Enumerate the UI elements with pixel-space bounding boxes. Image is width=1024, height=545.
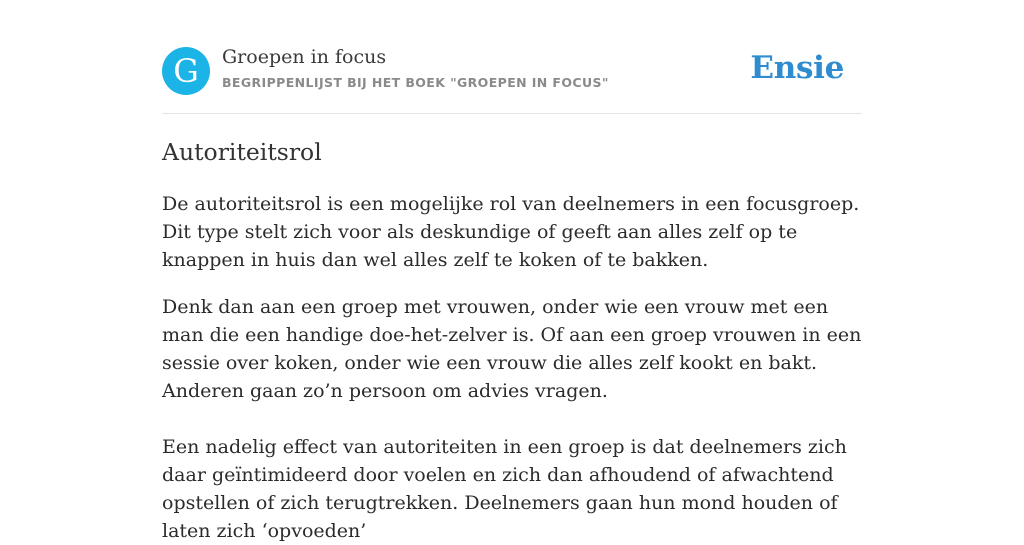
term-title: Autoriteitsrol — [162, 138, 322, 166]
book-avatar-icon[interactable]: G — [162, 47, 210, 95]
article-content — [162, 134, 862, 545]
example-paragraph: Denk dan aan een groep met vrouwen, onder wie een vrouw met een man die een handige doe-het-zelver is. Of aan een groep vrouwen in een sessie over koken, onder wie een vrouw die alles zelf kookt en bakt. Anderen gaan zo’n persoon om advies vragen. — [162, 296, 862, 402]
effect-paragraph: Een nadelig effect van autoriteiten in een groep is dat deelnemers zich daar geïntimideerd door voelen en zich dan afhoudend of afwachtend opstellen of zich terugtrekken. Deelnemers gaan hun mond houden of laten zich ‘opvoeden’ — [162, 436, 847, 542]
book-title[interactable]: Groepen in focus — [222, 46, 387, 68]
ensie-logo-link[interactable]: Ensie — [750, 50, 844, 86]
definition-paragraph: De autoriteitsrol is een mogelijke rol van deelnemers in een focusgroep. Dit type stelt zich voor als deskundige of geeft aan alles zelf op te knappen in huis dan wel alles zelf te koken of te bakken. — [162, 193, 860, 271]
header-divider — [162, 113, 862, 114]
book-subtitle: BEGRIPPENLIJST BIJ HET BOEK "GROEPEN IN FOCUS" — [222, 75, 609, 90]
book-header — [162, 46, 862, 96]
